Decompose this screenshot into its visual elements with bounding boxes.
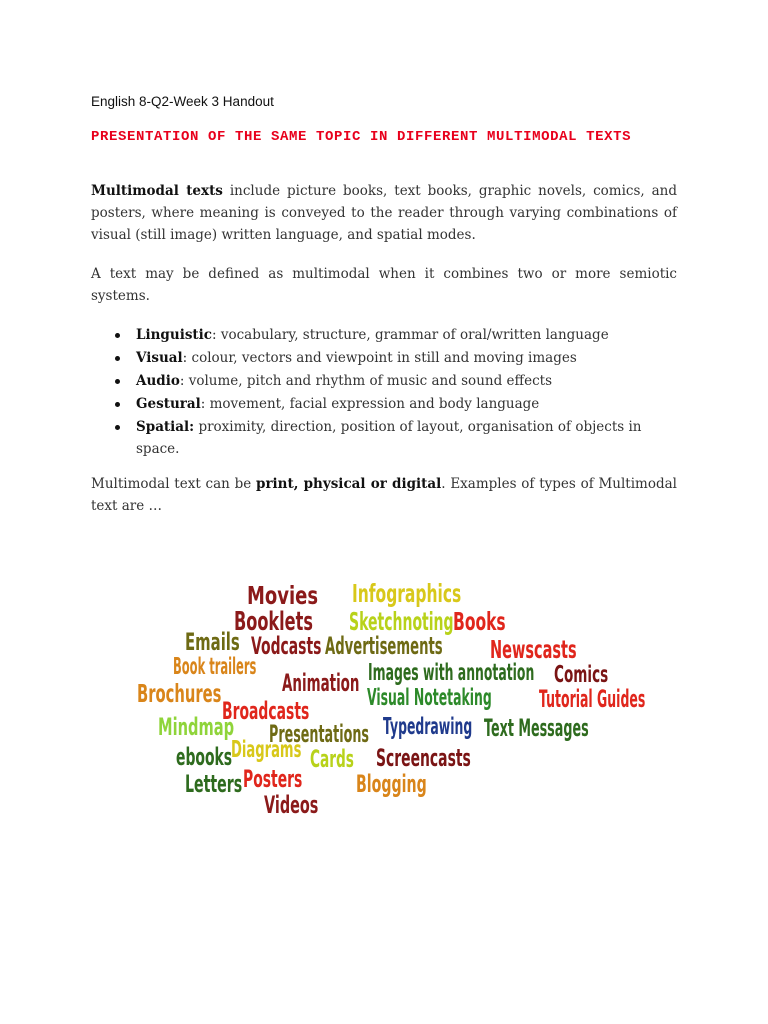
word-sketchnoting: Sketchnoting (349, 607, 454, 636)
word-booklets: Booklets (234, 607, 313, 637)
word-advertisements: Advertisements (325, 632, 443, 660)
list-item (91, 393, 677, 415)
word-comics: Comics (554, 662, 609, 688)
word-text-messages: Text Messages (484, 714, 589, 742)
word-cloud (130, 575, 660, 825)
word-books: Books (453, 607, 506, 636)
word-images-with-annotation: Images with annotation (368, 660, 535, 686)
handout-header: English 8-Q2-Week 3 Handout (91, 94, 274, 109)
semiotic-systems-list (91, 324, 677, 461)
bullet-icon (115, 333, 120, 338)
intro-text: include picture books, text books, graphic novels, comics, and posters, where meaning is conveyed to the reader through varying combinations of visual (still image) written language, and spatial modes. (91, 183, 678, 243)
system-term: Spatial: (136, 419, 195, 435)
bullet-icon (115, 425, 120, 430)
word-tutorial-guides: Tutorial Guides (539, 685, 646, 713)
word-broadcasts: Broadcasts (222, 697, 310, 725)
system-description: : movement, facial expression and body language (200, 396, 540, 412)
system-description: : colour, vectors and viewpoint in still and moving images (182, 350, 577, 366)
word-typedrawing: Typedrawing (383, 714, 473, 740)
word-screencasts: Screencasts (376, 744, 471, 772)
types-emphasis: print, physical or digital (256, 476, 442, 492)
word-animation: Animation (282, 669, 360, 697)
word-newscasts: Newscasts (490, 635, 577, 664)
types-text-before: Multimodal text can be (91, 476, 256, 492)
word-blogging: Blogging (356, 770, 427, 798)
system-description: proximity, direction, position of layout, organisation of objects in space. (136, 419, 642, 457)
system-description: : vocabulary, structure, grammar of oral/written language (212, 327, 609, 343)
word-infographics: Infographics (352, 579, 462, 608)
types-paragraph (91, 473, 677, 517)
list-item (91, 370, 677, 392)
word-emails: Emails (185, 628, 240, 656)
word-videos: Videos (264, 791, 319, 819)
types-text-after: . Examples of types of Multimodal text are … (91, 476, 677, 514)
word-visual-notetaking: Visual Notetaking (367, 685, 492, 711)
page-title: PRESENTATION OF THE SAME TOPIC IN DIFFERENT MULTIMODAL TEXTS (91, 129, 632, 145)
system-term: Visual (136, 350, 183, 366)
list-item (91, 347, 677, 369)
word-movies: Movies (247, 581, 319, 610)
word-book-trailers: Book trailers (173, 654, 257, 680)
word-cards: Cards (310, 745, 354, 773)
word-presentations: Presentations (269, 720, 369, 748)
system-term: Linguistic (136, 327, 213, 343)
bullet-icon (115, 356, 120, 361)
word-mindmap: Mindmap (158, 713, 235, 741)
system-term: Audio (136, 373, 180, 389)
intro-paragraph (91, 180, 677, 246)
word-vodcasts: Vodcasts (251, 632, 322, 660)
word-diagrams: Diagrams (231, 737, 302, 763)
intro-term: Multimodal texts (91, 183, 223, 199)
system-term: Gestural (136, 396, 201, 412)
system-description: : volume, pitch and rhythm of music and sound effects (179, 373, 552, 389)
definition-paragraph: A text may be defined as multimodal when it combines two or more semiotic systems. (91, 266, 677, 304)
list-item (91, 416, 677, 460)
word-brochures: Brochures (137, 679, 222, 708)
word-ebooks: ebooks (176, 743, 233, 771)
word-letters: Letters (185, 770, 243, 798)
word-posters: Posters (243, 765, 303, 793)
list-item (91, 324, 677, 346)
bullet-icon (115, 379, 120, 384)
bullet-icon (115, 402, 120, 407)
